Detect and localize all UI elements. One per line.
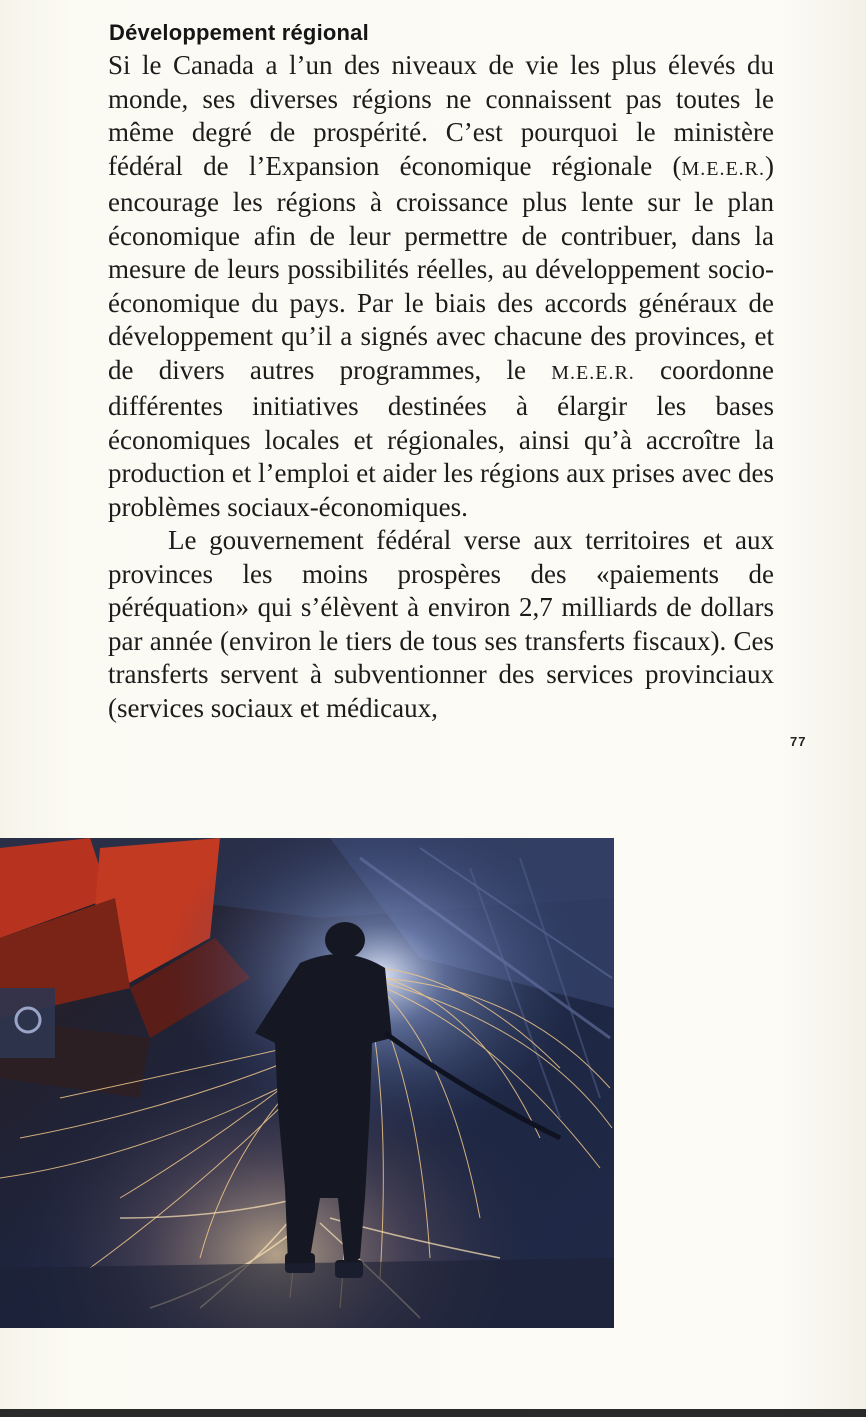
- paragraph-1-part-b: ) encourage les régions à croissance plus lente sur le plan économique afin de leur permettre de contribuer, dans la mesure de leurs possibilités réelles, au développement socio-économique du pays. Par le biais des accords généraux de développement qu’il a signés avec chacune des provinces, et de divers autres programmes, le: [108, 150, 774, 385]
- photo-illustration: [0, 838, 614, 1328]
- bottom-edge: [0, 1409, 866, 1417]
- paragraph-1: [108, 49, 774, 524]
- body-text: [108, 49, 774, 725]
- paragraph-2: Le gouvernement fédéral verse aux territoires et aux provinces les moins prospères des «paiements de péréquation» qui s’élèvent à environ 2,7 milliards de dollars par année (environ le tiers de tous ses transferts fiscaux). Ces transferts servent à subventionner des services provinciaux (services sociaux et médicaux,: [108, 525, 774, 723]
- paragraph-1-part-c: coordonne différentes initiatives destinées à élargir les bases économiques locales et régionales, ainsi qu’à accroître la production et l’emploi et aider les régions aux prises avec des problèmes sociaux-économiques.: [108, 354, 774, 522]
- abbreviation-meer: M.E.E.R.: [551, 361, 635, 384]
- page-number: 77: [790, 734, 807, 749]
- abbreviation-meer: M.E.E.R.: [681, 157, 765, 180]
- section-heading: Développement régional: [109, 20, 369, 45]
- welder-sparks-photo: [0, 838, 614, 1328]
- paragraph-1-part-a: Si le Canada a l’un des niveaux de vie les plus élevés du monde, ses diverses régions ne connaissent pas toutes le même degré de prospérité. C’est pourquoi le ministère fédéral de l’Expansion économique régionale (: [108, 50, 774, 181]
